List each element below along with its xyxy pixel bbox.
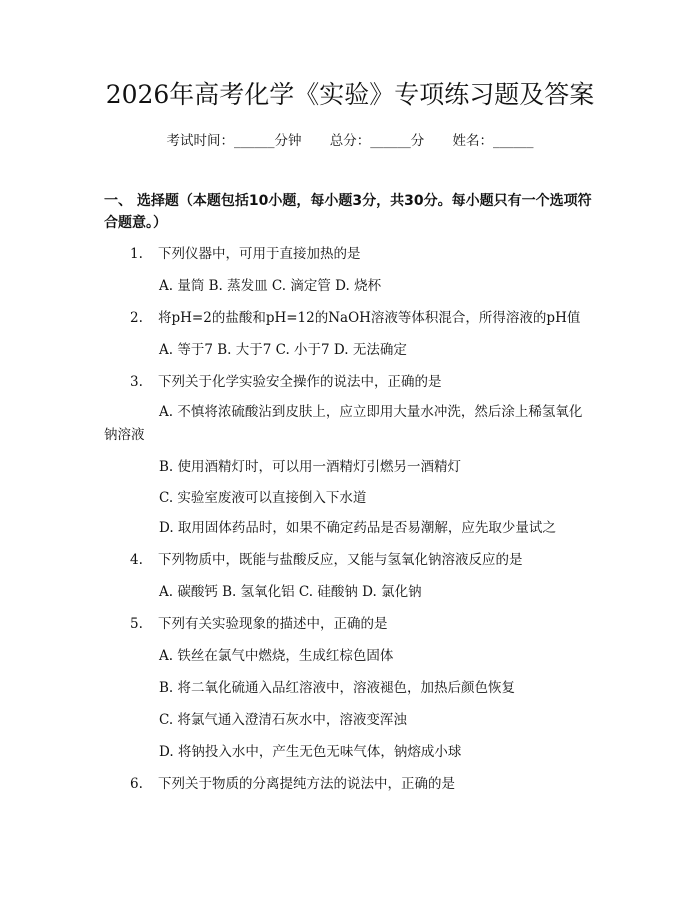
question-1-options: A. 量筒 B. 蒸发皿 C. 滴定管 D. 烧杯 [159, 278, 382, 294]
question-number: 3. [130, 374, 143, 390]
question-6 [130, 774, 455, 794]
total-score-field: 总分：______分 [329, 133, 425, 149]
question-text: 将pH=2的盐酸和pH=12的NaOH溶液等体积混合，所得溶液的pH值 [158, 310, 581, 326]
question-text: 下列物质中，既能与盐酸反应，又能与氢氧化钠溶液反应的是 [158, 552, 523, 568]
question-number: 6. [130, 776, 143, 792]
question-2-options: A. 等于7 B. 大于7 C. 小于7 D. 无法确定 [159, 342, 407, 358]
question-5-option-b: B. 将二氧化硫通入品红溶液中，溶液褪色，加热后颜色恢复 [159, 680, 516, 696]
question-2 [130, 308, 580, 328]
question-3-option-d: D. 取用固体药品时，如果不确定药品是否易潮解，应先取少量试之 [159, 520, 556, 536]
question-4 [130, 550, 523, 570]
student-name-field: 姓名：______ [452, 133, 534, 149]
question-3-option-a-continued: 钠溶液 [104, 427, 145, 443]
question-3-option-a: A. 不慎将浓硫酸沾到皮肤上，应立即用大量水冲洗，然后涂上稀氢氧化 [159, 404, 583, 420]
question-number: 4. [130, 552, 143, 568]
question-3-option-b: B. 使用酒精灯时，可以用一酒精灯引燃另一酒精灯 [159, 459, 462, 475]
question-1 [130, 244, 361, 264]
question-5-option-d: D. 将钠投入水中，产生无色无味气体，钠熔成小球 [159, 744, 462, 760]
question-3 [130, 372, 442, 392]
question-text: 下列关于化学实验安全操作的说法中，正确的是 [158, 374, 442, 390]
question-5-option-a: A. 铁丝在氯气中燃烧，生成红棕色固体 [159, 648, 394, 664]
question-text: 下列关于物质的分离提纯方法的说法中，正确的是 [158, 776, 455, 792]
exam-time-field: 考试时间：______分钟 [166, 133, 302, 149]
question-5 [130, 614, 388, 634]
page-title: 2026年高考化学《实验》专项练习题及答案 [105, 80, 595, 109]
question-4-options: A. 碳酸钙 B. 氢氧化铝 C. 硅酸钠 D. 氯化钠 [159, 584, 422, 600]
section-heading: 一、 选择题（本题包括10小题，每小题3分，共30分。每小题只有一个选项符合题意。） [104, 193, 592, 231]
question-5-option-c: C. 将氯气通入澄清石灰水中，溶液变浑浊 [159, 712, 407, 728]
question-number: 1. [130, 246, 143, 262]
question-3-option-c: C. 实验室废液可以直接倒入下水道 [159, 490, 367, 506]
exam-meta [0, 131, 700, 151]
question-number: 5. [130, 616, 143, 632]
question-text: 下列有关实验现象的描述中，正确的是 [158, 616, 388, 632]
question-number: 2. [130, 310, 143, 326]
question-text: 下列仪器中，可用于直接加热的是 [158, 246, 361, 262]
